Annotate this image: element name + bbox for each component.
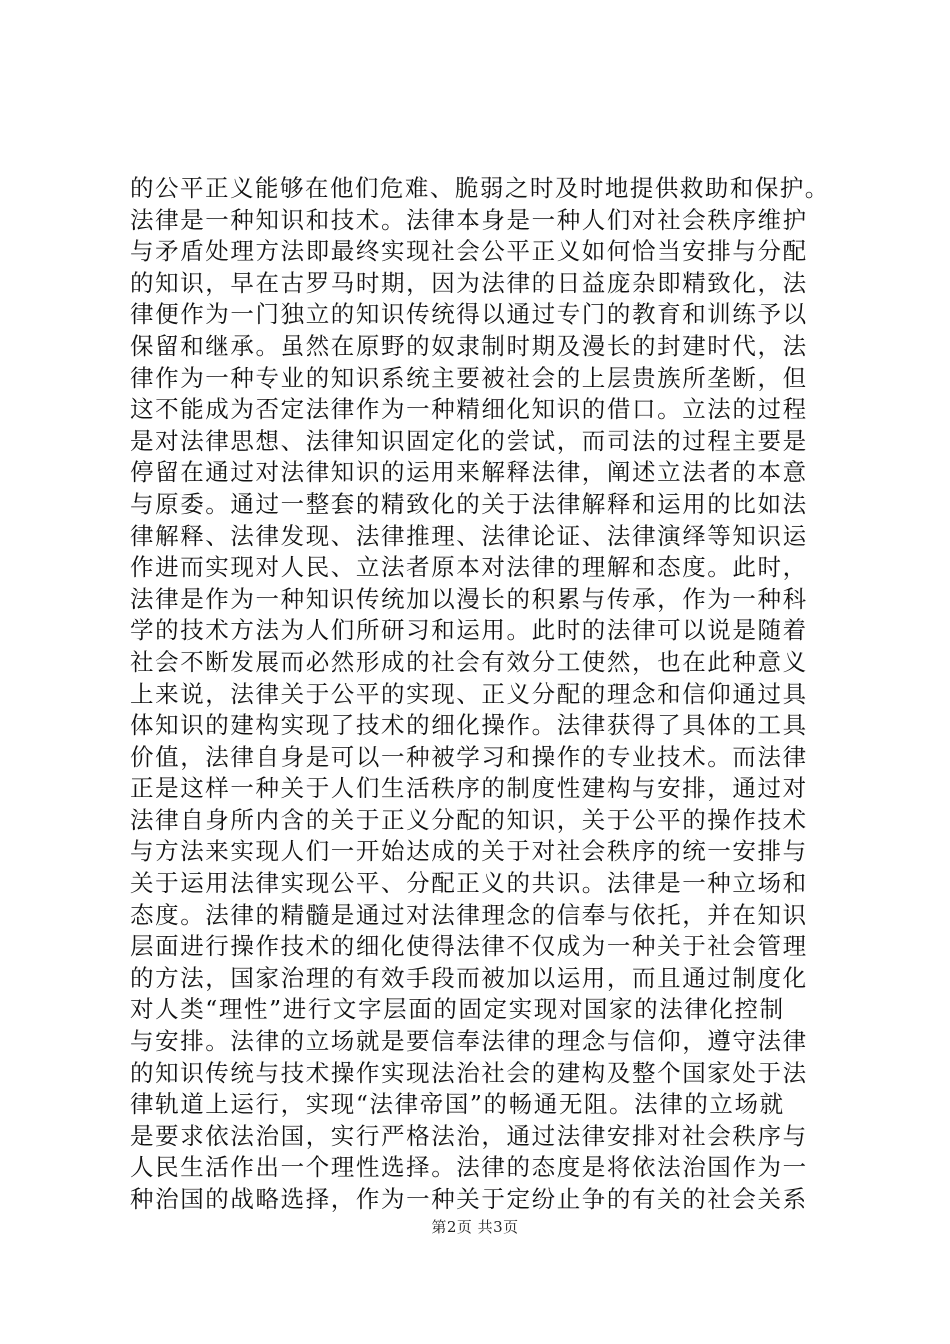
text-line: 法律自身所内含的关于正义分配的知识，关于公平的操作技术 bbox=[130, 805, 808, 834]
page-footer: 第2页 共3页 bbox=[431, 1218, 519, 1236]
text-line: 律作为一种专业的知识系统主要被社会的上层贵族所垄断，但 bbox=[130, 363, 808, 392]
text-line: 的方法，国家治理的有效手段而被加以运用，而且通过制度化 bbox=[130, 963, 808, 992]
text-line: 是对法律思想、法律知识固定化的尝试，而司法的过程主要是 bbox=[130, 426, 808, 455]
text-line: 法律是一种知识和技术。法律本身是一种人们对社会秩序维护 bbox=[130, 205, 808, 234]
text-line: 态度。法律的精髓是通过对法律理念的信奉与依托，并在知识 bbox=[130, 900, 808, 929]
text-line: 种治国的战略选择，作为一种关于定纷止争的有关的社会关系 bbox=[130, 1185, 808, 1213]
text-line: 学的技术方法为人们所研习和运用。此时的法律可以说是随着 bbox=[130, 616, 808, 645]
text-line: 律便作为一门独立的知识传统得以通过专门的教育和训练予以 bbox=[130, 300, 808, 329]
text-line: 与原委。通过一整套的精致化的关于法律解释和运用的比如法 bbox=[130, 489, 808, 518]
text-line: 社会不断发展而必然形成的社会有效分工使然，也在此种意义 bbox=[130, 647, 808, 676]
text-line: 律轨道上运行，实现“法律帝国”的畅通无阻。法律的立场就 bbox=[130, 1090, 785, 1119]
text-line: 作进而实现对人民、立法者原本对法律的理解和态度。此时， bbox=[130, 553, 808, 582]
body-text bbox=[130, 173, 830, 1216]
text-line: 体知识的建构实现了技术的细化操作。法律获得了具体的工具 bbox=[130, 711, 808, 740]
text-line: 与方法来实现人们一开始达成的关于对社会秩序的统一安排与 bbox=[130, 837, 808, 866]
text-line: 的公平正义能够在他们危难、脆弱之时及时地提供救助和保护。 bbox=[130, 174, 830, 202]
text-line: 与安排。法律的立场就是要信奉法律的理念与信仰，遵守法律 bbox=[130, 1027, 808, 1056]
text-line: 关于运用法律实现公平、分配正义的共识。法律是一种立场和 bbox=[130, 869, 808, 898]
text-line: 的知识传统与技术操作实现法治社会的建构及整个国家处于法 bbox=[130, 1058, 808, 1087]
text-line: 价值，法律自身是可以一种被学习和操作的专业技术。而法律 bbox=[130, 742, 808, 771]
text-line: 律解释、法律发现、法律推理、法律论证、法律演绎等知识运 bbox=[130, 521, 808, 550]
text-line: 停留在通过对法律知识的运用来解释法律，阐述立法者的本意 bbox=[130, 458, 808, 487]
text-line: 的知识，早在古罗马时期，因为法律的日益庞杂即精致化，法 bbox=[130, 268, 808, 297]
text-line: 是要求依法治国，实行严格法治，通过法律安排对社会秩序与 bbox=[130, 1121, 808, 1150]
text-line: 人民生活作出一个理性选择。法律的态度是将依法治国作为一 bbox=[130, 1153, 808, 1182]
text-line: 层面进行操作技术的细化使得法律不仅成为一种关于社会管理 bbox=[130, 932, 808, 961]
text-line: 这不能成为否定法律作为一种精细化知识的借口。立法的过程 bbox=[130, 395, 808, 424]
text-line: 与矛盾处理方法即最终实现社会公平正义如何恰当安排与分配 bbox=[130, 237, 808, 266]
text-line: 对人类“理性”进行文字层面的固定实现对国家的法律化控制 bbox=[130, 995, 785, 1024]
text-line: 上来说，法律关于公平的实现、正义分配的理念和信仰通过具 bbox=[130, 679, 808, 708]
text-line: 保留和继承。虽然在原野的奴隶制时期及漫长的封建时代，法 bbox=[130, 331, 808, 360]
text-line: 法律是作为一种知识传统加以漫长的积累与传承，作为一种科 bbox=[130, 584, 808, 613]
text-line: 正是这样一种关于人们生活秩序的制度性建构与安排，通过对 bbox=[130, 774, 808, 803]
